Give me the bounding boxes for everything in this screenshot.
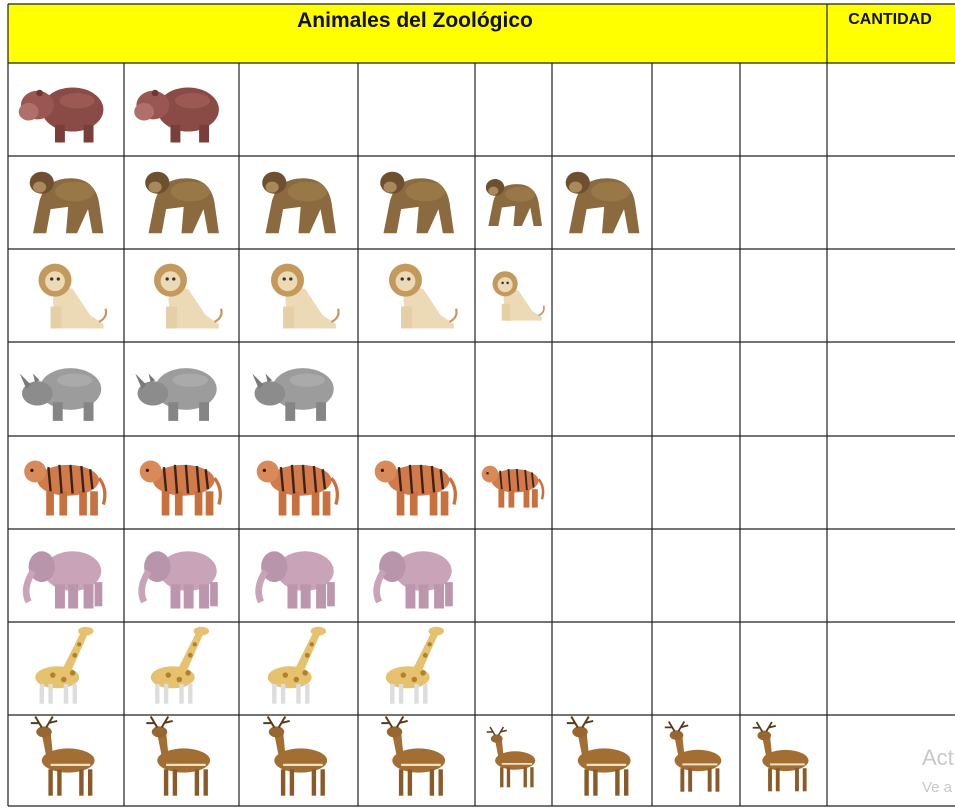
animal-pictures — [19, 88, 809, 796]
rhino-icon — [20, 368, 101, 421]
deer-icon — [567, 717, 631, 796]
quantity-header: CANTIDAD — [848, 11, 932, 28]
giraffe-icon — [151, 627, 209, 704]
lion-icon — [493, 271, 544, 320]
tiger-icon — [482, 466, 543, 508]
deer-icon — [263, 717, 327, 796]
deer-icon — [146, 717, 210, 796]
tiger-icon — [375, 461, 456, 516]
header-title: Animales del Zoológico — [297, 9, 533, 32]
rhino-icon — [135, 368, 216, 421]
elephant-icon — [142, 551, 218, 608]
deer-icon — [31, 717, 95, 796]
lion-icon — [271, 264, 339, 329]
tiger-icon — [24, 461, 105, 516]
gorilla-icon — [30, 172, 104, 234]
elephant-icon — [259, 551, 335, 608]
deer-icon — [665, 722, 722, 792]
tiger-icon — [257, 461, 338, 516]
hippo-icon — [134, 88, 219, 143]
deer-icon — [753, 722, 809, 791]
gorilla-icon — [380, 172, 454, 234]
elephant-icon — [26, 551, 102, 608]
giraffe-icon — [35, 627, 93, 704]
lion-icon — [154, 264, 222, 329]
giraffe-icon — [386, 627, 444, 704]
tiger-icon — [140, 461, 221, 516]
deer-icon — [487, 727, 536, 787]
watermark-line-2: Ve a — [922, 779, 953, 796]
lion-icon — [39, 264, 107, 329]
gorilla-icon — [262, 172, 336, 234]
rhino-icon — [252, 368, 333, 421]
gorilla-icon — [145, 172, 219, 234]
hippo-icon — [19, 88, 104, 143]
deer-icon — [381, 717, 445, 796]
elephant-icon — [377, 551, 453, 608]
watermark-line-1: Act — [922, 745, 954, 770]
gorilla-icon — [566, 172, 640, 234]
giraffe-icon — [268, 627, 326, 704]
lion-icon — [389, 264, 457, 329]
gorilla-icon — [486, 179, 542, 226]
